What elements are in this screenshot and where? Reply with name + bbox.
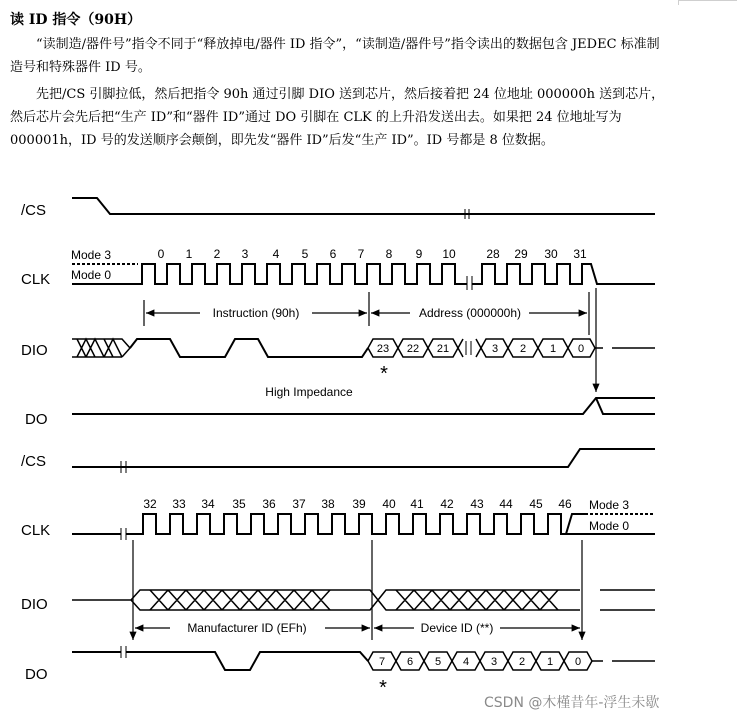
clk-num: 8 [385, 247, 393, 261]
clk-num: 28 [486, 247, 500, 261]
mode3-label-1: Mode 3 [71, 248, 112, 262]
manufacturer-label: Manufacturer ID (EFh) [187, 621, 307, 635]
bit-label: 1 [549, 343, 557, 355]
clk-num: 9 [415, 247, 423, 261]
clk-num: 36 [262, 497, 276, 511]
do-waveform-1 [72, 398, 655, 414]
bit-label: 3 [491, 343, 499, 355]
clock-numbers-2 [143, 497, 572, 511]
paragraph-1: “读制造/器件号”指令不同于“释放掉电/器件 ID 指令”，“读制造/器件号”指令读出的数据包含 JEDEC 标准制造号和特殊器件 ID 号。 [10, 37, 660, 75]
clk-waveform-2 [72, 514, 585, 534]
clk-num: 29 [514, 247, 528, 261]
clk-num: 33 [172, 497, 186, 511]
paragraph-2: 先把/CS 引脚拉低，然后把指令 90h 通过引脚 DIO 送到芯片，然后接着把 24 位地址 000000h 送到芯片，然后芯片会先后把“生产 ID”和“器件 ID”通过 DO 引脚在 CLK 的上升沿发送出去。如果把 24 位地址写为 000001h，ID 号的发送顺序会颠倒，即先发“器件 ID”后发“生产 ID”。ID 号都是 8 位数据。 [10, 87, 665, 148]
dio-label-1: DIO [21, 342, 48, 359]
bit-label: 2 [519, 343, 527, 355]
bit-label: 2 [518, 656, 526, 668]
mode0-label-1: Mode 0 [71, 268, 112, 282]
clk-waveform-1 [72, 264, 467, 284]
bit-label: 0 [577, 343, 585, 355]
bit-label: 22 [406, 343, 420, 355]
bit-label: 6 [406, 656, 414, 668]
clk-num: 30 [544, 247, 558, 261]
dio-waveform-1 [130, 339, 368, 357]
clk-label-1: CLK [21, 271, 51, 288]
clk-num: 37 [292, 497, 306, 511]
clk-waveform-1b [472, 264, 655, 284]
clk-num: 45 [529, 497, 543, 511]
clk-num: 5 [301, 247, 309, 261]
bit-label: 7 [378, 656, 386, 668]
address-label: Address (000000h) [418, 306, 522, 320]
do-break-mark-2 [121, 646, 126, 658]
do-label-2: DO [25, 666, 48, 683]
high-impedance-label: High Impedance [265, 385, 353, 399]
asterisk-1: * [380, 363, 388, 385]
cs-label-2: /CS [21, 453, 47, 470]
clk-num: 39 [352, 497, 366, 511]
mode0-label-2: Mode 0 [589, 519, 630, 533]
clk-num: 42 [440, 497, 454, 511]
clock-numbers-1 [158, 247, 587, 261]
watermark: CSDN @木槿昔年-浮生未歇 [484, 695, 660, 711]
mode3-label-2: Mode 3 [589, 498, 630, 512]
clk-num: 3 [241, 247, 249, 261]
clk-num: 0 [157, 247, 165, 261]
dio-break-mark-1 [466, 341, 471, 355]
clk-num: 40 [382, 497, 396, 511]
cs-waveform-1 [72, 198, 655, 214]
clk-num: 35 [232, 497, 246, 511]
do-waveform-2 [72, 652, 368, 670]
dio-label-2: DIO [21, 596, 48, 613]
clk-num: 41 [410, 497, 424, 511]
asterisk-2: * [379, 677, 387, 695]
bit-label: 1 [546, 656, 554, 668]
cs-label-1: /CS [21, 202, 47, 219]
clk-label-2: CLK [21, 522, 51, 539]
do-waveform-1-low [596, 398, 655, 414]
clk-break-mark-2 [121, 528, 126, 540]
clk-num: 6 [329, 247, 337, 261]
clk-num: 1 [185, 247, 193, 261]
timing-diagram [0, 190, 737, 695]
clk-num: 46 [558, 497, 572, 511]
dio-dont-care-1 [72, 339, 130, 357]
clk-num: 44 [499, 497, 513, 511]
bit-label: 21 [436, 343, 450, 355]
clk-num: 43 [470, 497, 484, 511]
clk-num: 10 [442, 247, 456, 261]
clk-num: 32 [143, 497, 157, 511]
clk-num: 34 [201, 497, 215, 511]
do-label-1: DO [25, 411, 48, 428]
bit-label: 5 [434, 656, 442, 668]
bit-label: 23 [376, 343, 390, 355]
clk-num: 7 [357, 247, 365, 261]
clk-num: 31 [573, 247, 587, 261]
clk-num: 38 [321, 497, 335, 511]
clk-num: 4 [272, 247, 280, 261]
bit-label: 0 [574, 656, 582, 668]
clk-num: 2 [213, 247, 221, 261]
clk-break-mark-1 [467, 276, 472, 290]
cs-waveform-2 [72, 449, 655, 467]
bit-label: 3 [490, 656, 498, 668]
section-title: 读 ID 指令（90H） [10, 12, 142, 28]
bit-label: 4 [462, 656, 470, 668]
device-id-label: Device ID (**) [420, 621, 494, 635]
dio-bus-2 [72, 590, 655, 610]
window-corner-edge [678, 0, 737, 5]
instruction-label: Instruction (90h) [212, 306, 300, 320]
